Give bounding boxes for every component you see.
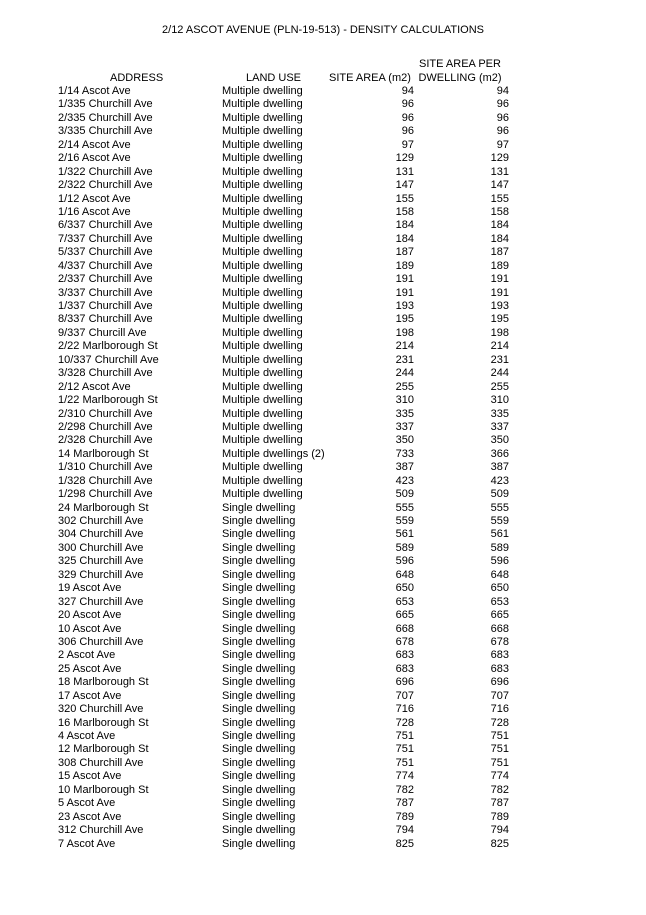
cell-land-use: Single dwelling [222, 568, 296, 581]
cell-address: 6/337 Churchill Ave [58, 219, 153, 232]
cell-land-use: Multiple dwelling [222, 286, 303, 299]
cell-site-area: 129 [395, 152, 414, 165]
cell-site-area: 665 [395, 609, 414, 622]
cell-site-area: 96 [401, 111, 414, 124]
table-row [0, 246, 646, 259]
cell-site-area: 184 [395, 232, 414, 245]
cell-site-area: 191 [395, 286, 414, 299]
column-header-per-dwelling-line2: DWELLING (m2) [418, 72, 502, 84]
cell-site-area: 255 [395, 380, 414, 393]
cell-site-area-per-dwelling: 158 [490, 205, 509, 218]
table-row [0, 784, 646, 797]
cell-site-area: 214 [395, 340, 414, 353]
cell-land-use: Multiple dwelling [222, 407, 303, 420]
table-row [0, 139, 646, 152]
cell-site-area: 825 [395, 837, 414, 850]
column-header-site-area: SITE AREA (m2) [329, 72, 411, 84]
cell-land-use: Multiple dwelling [222, 192, 303, 205]
cell-site-area: 678 [395, 635, 414, 648]
cell-address: 2/298 Churchill Ave [58, 420, 153, 433]
cell-land-use: Single dwelling [222, 783, 296, 796]
table-row [0, 152, 646, 165]
cell-site-area-per-dwelling: 155 [490, 192, 509, 205]
cell-land-use: Single dwelling [222, 810, 296, 823]
cell-address: 306 Churchill Ave [58, 635, 144, 648]
table-row [0, 623, 646, 636]
cell-land-use: Single dwelling [222, 743, 296, 756]
cell-site-area: 509 [395, 488, 414, 501]
cell-land-use: Multiple dwelling [222, 219, 303, 232]
cell-land-use: Single dwelling [222, 501, 296, 514]
cell-site-area-per-dwelling: 509 [490, 488, 509, 501]
cell-address: 19 Ascot Ave [58, 582, 122, 595]
cell-address: 2/335 Churchill Ave [58, 111, 153, 124]
cell-site-area: 648 [395, 568, 414, 581]
table-row [0, 797, 646, 810]
cell-address: 1/12 Ascot Ave [58, 192, 131, 205]
cell-site-area-per-dwelling: 696 [490, 676, 509, 689]
table-row [0, 408, 646, 421]
cell-land-use: Multiple dwelling [222, 111, 303, 124]
cell-land-use: Single dwelling [222, 662, 296, 675]
cell-land-use: Multiple dwelling [222, 152, 303, 165]
cell-site-area: 707 [395, 689, 414, 702]
cell-address: 1/322 Churchill Ave [58, 165, 153, 178]
cell-site-area: 728 [395, 716, 414, 729]
table-row [0, 260, 646, 273]
cell-address: 300 Churchill Ave [58, 541, 144, 554]
cell-site-area-per-dwelling: 337 [490, 420, 509, 433]
cell-site-area: 751 [395, 730, 414, 742]
cell-site-area-per-dwelling: 131 [490, 165, 509, 178]
cell-site-area-per-dwelling: 561 [490, 528, 509, 541]
cell-site-area-per-dwelling: 751 [490, 730, 509, 742]
cell-address: 7 Ascot Ave [58, 837, 116, 850]
table-row [0, 340, 646, 353]
cell-site-area-per-dwelling: 683 [490, 662, 509, 675]
cell-site-area-per-dwelling: 366 [490, 447, 509, 460]
cell-land-use: Single dwelling [222, 756, 296, 769]
cell-address: 4 Ascot Ave [58, 730, 116, 742]
cell-site-area-per-dwelling: 310 [490, 394, 509, 407]
cell-address: 302 Churchill Ave [58, 515, 144, 527]
cell-address: 14 Marlborough St [58, 447, 149, 460]
cell-land-use: Multiple dwelling [222, 367, 303, 380]
table-row [0, 811, 646, 824]
cell-site-area: 751 [395, 743, 414, 756]
cell-address: 2/310 Churchill Ave [58, 407, 153, 420]
cell-address: 10 Marlborough St [58, 783, 149, 796]
cell-site-area-per-dwelling: 728 [490, 716, 509, 729]
cell-land-use: Single dwelling [222, 837, 296, 850]
cell-address: 312 Churchill Ave [58, 824, 144, 837]
table-row [0, 690, 646, 703]
cell-address: 3/328 Churchill Ave [58, 367, 153, 380]
cell-site-area-per-dwelling: 678 [490, 635, 509, 648]
cell-site-area-per-dwelling: 787 [490, 797, 509, 810]
cell-address: 2/337 Churchill Ave [58, 273, 153, 286]
cell-address: 20 Ascot Ave [58, 609, 122, 622]
cell-site-area-per-dwelling: 191 [490, 286, 509, 299]
cell-site-area: 191 [395, 273, 414, 286]
cell-site-area-per-dwelling: 665 [490, 609, 509, 622]
cell-land-use: Multiple dwelling [222, 313, 303, 326]
cell-site-area-per-dwelling: 751 [490, 743, 509, 756]
cell-address: 8/337 Churchill Ave [58, 313, 153, 326]
cell-site-area-per-dwelling: 668 [490, 622, 509, 635]
cell-address: 2/328 Churchill Ave [58, 434, 153, 447]
table-row [0, 193, 646, 206]
column-header-land-use: LAND USE [246, 72, 302, 84]
table-row [0, 166, 646, 179]
cell-site-area: 155 [395, 192, 414, 205]
cell-address: 1/337 Churchill Ave [58, 300, 153, 312]
cell-site-area-per-dwelling: 559 [490, 515, 509, 527]
cell-site-area: 147 [395, 179, 414, 192]
table-row [0, 596, 646, 609]
cell-address: 2/16 Ascot Ave [58, 152, 131, 165]
table-row [0, 354, 646, 367]
cell-site-area-per-dwelling: 195 [490, 313, 509, 326]
cell-address: 18 Marlborough St [58, 676, 149, 689]
table-row [0, 515, 646, 528]
cell-site-area: 653 [395, 595, 414, 608]
table-row [0, 838, 646, 851]
column-header-site-area-per-dwelling [416, 57, 504, 85]
cell-land-use: Multiple dwelling [222, 165, 303, 178]
cell-address: 25 Ascot Ave [58, 662, 122, 675]
cell-site-area-per-dwelling: 97 [496, 138, 509, 151]
table-row [0, 313, 646, 326]
cell-land-use: Single dwelling [222, 730, 296, 742]
cell-land-use: Single dwelling [222, 676, 296, 689]
table-row [0, 300, 646, 313]
cell-site-area: 96 [401, 98, 414, 111]
cell-site-area-per-dwelling: 751 [490, 756, 509, 769]
cell-address: 329 Churchill Ave [58, 568, 144, 581]
cell-site-area: 559 [395, 515, 414, 527]
cell-site-area: 423 [395, 474, 414, 487]
cell-address: 23 Ascot Ave [58, 810, 122, 823]
table-row [0, 434, 646, 447]
table-row [0, 676, 646, 689]
cell-site-area-per-dwelling: 94 [496, 85, 509, 97]
table-row [0, 273, 646, 286]
table-row [0, 555, 646, 568]
table-row [0, 125, 646, 138]
cell-land-use: Single dwelling [222, 770, 296, 783]
cell-site-area-per-dwelling: 198 [490, 326, 509, 339]
cell-land-use: Multiple dwelling [222, 300, 303, 312]
cell-site-area-per-dwelling: 648 [490, 568, 509, 581]
cell-address: 2/322 Churchill Ave [58, 179, 153, 192]
table-row [0, 528, 646, 541]
cell-land-use: Single dwelling [222, 595, 296, 608]
cell-site-area: 683 [395, 649, 414, 662]
cell-land-use: Multiple dwelling [222, 138, 303, 151]
cell-site-area: 131 [395, 165, 414, 178]
table-row [0, 649, 646, 662]
cell-site-area-per-dwelling: 423 [490, 474, 509, 487]
cell-site-area: 244 [395, 367, 414, 380]
table-row [0, 327, 646, 340]
cell-land-use: Multiple dwelling [222, 232, 303, 245]
cell-land-use: Multiple dwelling [222, 125, 303, 138]
cell-site-area: 97 [401, 138, 414, 151]
cell-site-area-per-dwelling: 387 [490, 461, 509, 474]
cell-land-use: Multiple dwelling [222, 380, 303, 393]
cell-site-area-per-dwelling: 147 [490, 179, 509, 192]
cell-land-use: Multiple dwelling [222, 273, 303, 286]
cell-site-area: 782 [395, 783, 414, 796]
table-row [0, 85, 646, 98]
cell-site-area-per-dwelling: 782 [490, 783, 509, 796]
cell-land-use: Multiple dwelling [222, 394, 303, 407]
page-title: 2/12 ASCOT AVENUE (PLN-19-513) - DENSITY CALCULATIONS [162, 24, 484, 36]
cell-address: 1/16 Ascot Ave [58, 205, 131, 218]
cell-address: 5 Ascot Ave [58, 797, 116, 810]
cell-site-area-per-dwelling: 193 [490, 300, 509, 312]
cell-site-area-per-dwelling: 129 [490, 152, 509, 165]
cell-site-area: 184 [395, 219, 414, 232]
cell-land-use: Single dwelling [222, 555, 296, 568]
cell-land-use: Multiple dwelling [222, 353, 303, 366]
cell-site-area-per-dwelling: 189 [490, 259, 509, 272]
cell-address: 5/337 Churchill Ave [58, 246, 153, 259]
cell-land-use: Single dwelling [222, 541, 296, 554]
cell-land-use: Single dwelling [222, 649, 296, 662]
cell-site-area-per-dwelling: 825 [490, 837, 509, 850]
table-row [0, 287, 646, 300]
cell-site-area-per-dwelling: 335 [490, 407, 509, 420]
cell-land-use: Multiple dwellings (2) [222, 447, 325, 460]
cell-land-use: Multiple dwelling [222, 246, 303, 259]
cell-address: 1/14 Ascot Ave [58, 85, 131, 97]
table-row [0, 636, 646, 649]
cell-site-area-per-dwelling: 350 [490, 434, 509, 447]
cell-site-area-per-dwelling: 96 [496, 111, 509, 124]
cell-site-area: 668 [395, 622, 414, 635]
table-row [0, 112, 646, 125]
table-row [0, 475, 646, 488]
cell-land-use: Single dwelling [222, 635, 296, 648]
cell-land-use: Single dwelling [222, 515, 296, 527]
cell-land-use: Multiple dwelling [222, 340, 303, 353]
cell-site-area: 733 [395, 447, 414, 460]
cell-land-use: Single dwelling [222, 609, 296, 622]
cell-land-use: Single dwelling [222, 797, 296, 810]
cell-address: 304 Churchill Ave [58, 528, 144, 541]
cell-address: 15 Ascot Ave [58, 770, 122, 783]
table-row [0, 367, 646, 380]
cell-address: 4/337 Churchill Ave [58, 259, 153, 272]
cell-land-use: Multiple dwelling [222, 461, 303, 474]
cell-site-area-per-dwelling: 184 [490, 232, 509, 245]
cell-site-area: 350 [395, 434, 414, 447]
table-row [0, 488, 646, 501]
cell-site-area-per-dwelling: 683 [490, 649, 509, 662]
cell-land-use: Single dwelling [222, 528, 296, 541]
cell-address: 3/335 Churchill Ave [58, 125, 153, 138]
cell-site-area-per-dwelling: 794 [490, 824, 509, 837]
cell-site-area: 555 [395, 501, 414, 514]
cell-land-use: Multiple dwelling [222, 474, 303, 487]
cell-land-use: Single dwelling [222, 703, 296, 716]
cell-site-area: 231 [395, 353, 414, 366]
table-row [0, 770, 646, 783]
cell-address: 17 Ascot Ave [58, 689, 122, 702]
cell-address: 2/22 Marlborough St [58, 340, 158, 353]
table-row [0, 394, 646, 407]
table-row [0, 179, 646, 192]
cell-address: 308 Churchill Ave [58, 756, 144, 769]
cell-land-use: Multiple dwelling [222, 85, 303, 97]
cell-site-area-per-dwelling: 789 [490, 810, 509, 823]
cell-address: 7/337 Churchill Ave [58, 232, 153, 245]
cell-site-area: 774 [395, 770, 414, 783]
cell-site-area: 751 [395, 756, 414, 769]
cell-address: 2/12 Ascot Ave [58, 380, 131, 393]
cell-site-area: 650 [395, 582, 414, 595]
cell-site-area-per-dwelling: 96 [496, 125, 509, 138]
cell-site-area: 387 [395, 461, 414, 474]
cell-site-area: 193 [395, 300, 414, 312]
cell-land-use: Single dwelling [222, 622, 296, 635]
cell-land-use: Single dwelling [222, 582, 296, 595]
cell-site-area-per-dwelling: 589 [490, 541, 509, 554]
cell-address: 24 Marlborough St [58, 501, 149, 514]
cell-address: 3/337 Churchill Ave [58, 286, 153, 299]
cell-site-area-per-dwelling: 96 [496, 98, 509, 111]
cell-address: 9/337 Churcill Ave [58, 326, 147, 339]
cell-site-area-per-dwelling: 555 [490, 501, 509, 514]
cell-site-area: 716 [395, 703, 414, 716]
table-row [0, 381, 646, 394]
cell-address: 10 Ascot Ave [58, 622, 122, 635]
table-row [0, 730, 646, 743]
cell-site-area: 189 [395, 259, 414, 272]
cell-site-area-per-dwelling: 650 [490, 582, 509, 595]
cell-land-use: Multiple dwelling [222, 434, 303, 447]
cell-address: 2/14 Ascot Ave [58, 138, 131, 151]
cell-address: 320 Churchill Ave [58, 703, 144, 716]
cell-address: 12 Marlborough St [58, 743, 149, 756]
table-row [0, 206, 646, 219]
table-row [0, 663, 646, 676]
cell-site-area-per-dwelling: 187 [490, 246, 509, 259]
cell-site-area: 589 [395, 541, 414, 554]
cell-site-area: 335 [395, 407, 414, 420]
table-row [0, 743, 646, 756]
table-row [0, 98, 646, 111]
table-row [0, 717, 646, 730]
cell-address: 10/337 Churchill Ave [58, 353, 159, 366]
cell-address: 1/335 Churchill Ave [58, 98, 153, 111]
cell-site-area: 198 [395, 326, 414, 339]
cell-site-area: 187 [395, 246, 414, 259]
cell-land-use: Multiple dwelling [222, 326, 303, 339]
cell-site-area: 195 [395, 313, 414, 326]
cell-land-use: Single dwelling [222, 824, 296, 837]
cell-site-area-per-dwelling: 214 [490, 340, 509, 353]
cell-land-use: Single dwelling [222, 689, 296, 702]
cell-site-area-per-dwelling: 707 [490, 689, 509, 702]
cell-land-use: Multiple dwelling [222, 205, 303, 218]
table-row [0, 502, 646, 515]
cell-site-area: 158 [395, 205, 414, 218]
cell-site-area-per-dwelling: 184 [490, 219, 509, 232]
cell-site-area: 96 [401, 125, 414, 138]
cell-site-area-per-dwelling: 774 [490, 770, 509, 783]
cell-site-area: 787 [395, 797, 414, 810]
cell-site-area-per-dwelling: 596 [490, 555, 509, 568]
table-row [0, 421, 646, 434]
cell-address: 325 Churchill Ave [58, 555, 144, 568]
table-row [0, 824, 646, 837]
column-header-per-dwelling-line1: SITE AREA PER [419, 58, 501, 70]
cell-site-area: 561 [395, 528, 414, 541]
cell-land-use: Single dwelling [222, 716, 296, 729]
density-table-body [0, 85, 646, 851]
table-row [0, 461, 646, 474]
cell-land-use: Multiple dwelling [222, 179, 303, 192]
cell-site-area: 337 [395, 420, 414, 433]
cell-site-area: 310 [395, 394, 414, 407]
cell-site-area: 596 [395, 555, 414, 568]
cell-land-use: Multiple dwelling [222, 488, 303, 501]
cell-address: 1/298 Churchill Ave [58, 488, 153, 501]
column-header-address: ADDRESS [110, 72, 164, 84]
table-row [0, 569, 646, 582]
cell-land-use: Multiple dwelling [222, 259, 303, 272]
table-row [0, 233, 646, 246]
table-row [0, 542, 646, 555]
cell-site-area-per-dwelling: 716 [490, 703, 509, 716]
cell-site-area: 696 [395, 676, 414, 689]
cell-site-area: 789 [395, 810, 414, 823]
cell-site-area-per-dwelling: 255 [490, 380, 509, 393]
cell-site-area-per-dwelling: 231 [490, 353, 509, 366]
cell-land-use: Multiple dwelling [222, 420, 303, 433]
table-row [0, 609, 646, 622]
table-row [0, 703, 646, 716]
cell-address: 1/328 Churchill Ave [58, 474, 153, 487]
table-row [0, 757, 646, 770]
table-row [0, 582, 646, 595]
cell-address: 1/310 Churchill Ave [58, 461, 153, 474]
cell-site-area: 683 [395, 662, 414, 675]
cell-site-area-per-dwelling: 244 [490, 367, 509, 380]
cell-site-area-per-dwelling: 653 [490, 595, 509, 608]
cell-site-area: 94 [401, 85, 414, 97]
table-row [0, 219, 646, 232]
cell-site-area-per-dwelling: 191 [490, 273, 509, 286]
cell-address: 2 Ascot Ave [58, 649, 116, 662]
cell-address: 16 Marlborough St [58, 716, 149, 729]
cell-address: 327 Churchill Ave [58, 595, 144, 608]
cell-land-use: Multiple dwelling [222, 98, 303, 111]
table-row [0, 448, 646, 461]
cell-site-area: 794 [395, 824, 414, 837]
cell-address: 1/22 Marlborough St [58, 394, 158, 407]
